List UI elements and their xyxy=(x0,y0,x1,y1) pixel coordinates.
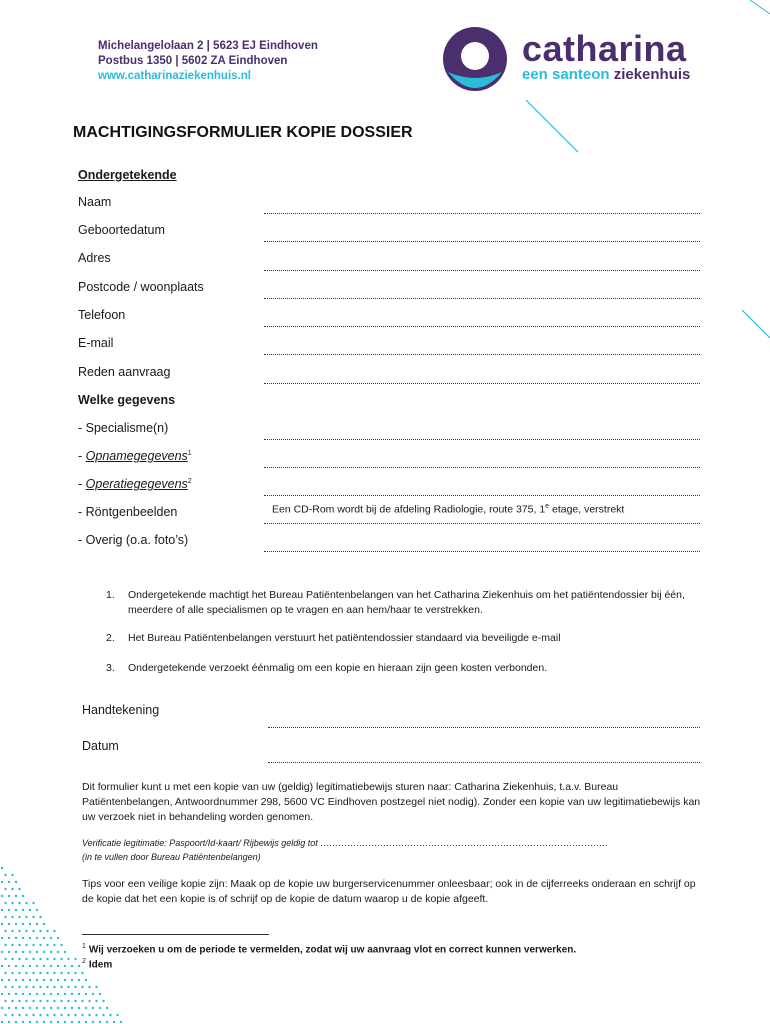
pattern-dot xyxy=(22,1021,24,1023)
pattern-dot xyxy=(46,972,48,974)
pattern-dot xyxy=(8,993,10,995)
pattern-dot xyxy=(102,1014,104,1016)
pattern-dot xyxy=(60,1014,62,1016)
field-input-reden[interactable] xyxy=(264,383,700,384)
pattern-dot xyxy=(11,958,13,960)
pattern-dot xyxy=(8,951,10,953)
pattern-dot xyxy=(32,1014,34,1016)
field-label-rontgenbeelden: - Röntgenbeelden xyxy=(78,505,178,519)
footnote-number: 2 xyxy=(82,958,86,965)
field-label-telefoon: Telefoon xyxy=(78,308,126,322)
pattern-dot xyxy=(29,951,31,953)
pattern-dot xyxy=(78,1021,80,1023)
footnote-ref-1: 1 xyxy=(187,449,192,457)
pattern-dot xyxy=(85,1021,87,1023)
pattern-dot xyxy=(1,951,3,953)
website-link[interactable]: www.catharinaziekenhuis.nl xyxy=(98,70,251,82)
pattern-dot xyxy=(4,1014,6,1016)
pattern-dot xyxy=(43,923,45,925)
pattern-dot xyxy=(18,944,20,946)
field-label-adres: Adres xyxy=(78,251,111,265)
pattern-dot xyxy=(15,979,17,981)
pattern-dot xyxy=(1,1007,3,1009)
statement-number: 3. xyxy=(106,662,115,674)
field-input-telefoon[interactable] xyxy=(264,326,700,327)
pattern-dot xyxy=(18,958,20,960)
pattern-dot xyxy=(46,1000,48,1002)
pattern-dot xyxy=(81,1000,83,1002)
pattern-dot xyxy=(22,979,24,981)
field-label-postcode: Postcode / woonplaats xyxy=(78,280,204,294)
field-label-email: E-mail xyxy=(78,336,114,350)
pattern-dot xyxy=(88,1014,90,1016)
brand-subtitle xyxy=(522,66,690,83)
pattern-dot xyxy=(1,895,3,897)
label-prefix: - xyxy=(78,449,86,463)
pattern-dot xyxy=(8,909,10,911)
pattern-dot xyxy=(4,888,6,890)
pattern-dot xyxy=(78,965,80,967)
pattern-dot xyxy=(60,972,62,974)
pattern-dot xyxy=(74,1000,76,1002)
statement-number: 2. xyxy=(106,632,115,644)
rontgen-note xyxy=(272,503,624,516)
pattern-dot xyxy=(67,1014,69,1016)
statement-number: 1. xyxy=(106,589,115,601)
pattern-dot xyxy=(8,979,10,981)
pattern-dot xyxy=(18,930,20,932)
pattern-dot xyxy=(8,1007,10,1009)
rontgen-note-a: Een CD-Rom wordt bij de afdeling Radiologie, route 375, 1 xyxy=(272,503,546,516)
pattern-dot xyxy=(11,916,13,918)
pattern-dot xyxy=(50,979,52,981)
pattern-dot xyxy=(64,1021,66,1023)
pattern-dot xyxy=(57,937,59,939)
brand-sub-b: ziekenhuis xyxy=(613,66,691,83)
pattern-dot xyxy=(36,1007,38,1009)
pattern-dot xyxy=(60,986,62,988)
field-input-postcode[interactable] xyxy=(264,298,700,299)
pattern-dot xyxy=(53,986,55,988)
tips-paragraph: Tips voor een veilige kopie zijn: Maak op de kopie uw burgerservicenummer onleesbaar; ook in de cijferreeks onderaan en schrijf op de kopie dat het een kopie is of schrijf op de kopie de datum waarop u de kopie afgeeft. xyxy=(82,878,696,905)
pattern-dot xyxy=(64,993,66,995)
pattern-dot xyxy=(32,958,34,960)
pattern-dot xyxy=(18,1014,20,1016)
pattern-dot xyxy=(46,944,48,946)
pattern-dot xyxy=(25,944,27,946)
label-prefix: - xyxy=(78,477,86,491)
pattern-dot xyxy=(81,986,83,988)
pattern-dot xyxy=(67,958,69,960)
pattern-dot xyxy=(36,909,38,911)
label-datum: Datum xyxy=(82,739,119,753)
pattern-dot xyxy=(39,972,41,974)
field-label-operatiegegevens xyxy=(78,477,192,491)
pattern-dot xyxy=(46,986,48,988)
field-input-naam[interactable] xyxy=(264,213,700,214)
pattern-dot xyxy=(4,972,6,974)
pattern-dot xyxy=(88,986,90,988)
pattern-dot xyxy=(4,958,6,960)
footnote-text: Wij verzoeken u om de periode te vermelden, zodat wij uw aanvraag vlot en correct kunnen verwerken. xyxy=(88,944,577,956)
pattern-dot xyxy=(43,965,45,967)
pattern-dot xyxy=(74,972,76,974)
pattern-dot xyxy=(50,951,52,953)
pattern-dot xyxy=(15,965,17,967)
field-input-overig[interactable] xyxy=(264,551,700,552)
footnote-1 xyxy=(82,943,576,955)
statement-text: Het Bureau Patiëntenbelangen verstuurt het patiëntendossier standaard via beveiligde e-mail xyxy=(128,632,561,644)
address-line-2: Postbus 1350 | 5602 ZA Eindhoven xyxy=(98,55,288,67)
pattern-dot xyxy=(32,986,34,988)
page-title: MACHTIGINGSFORMULIER KOPIE DOSSIER xyxy=(73,124,413,141)
pattern-dot xyxy=(1,881,3,883)
pattern-dot xyxy=(39,944,41,946)
pattern-dot xyxy=(43,937,45,939)
pattern-dot xyxy=(57,993,59,995)
pattern-dot xyxy=(22,895,24,897)
pattern-dot xyxy=(95,1014,97,1016)
pattern-dot xyxy=(95,986,97,988)
footnote-divider xyxy=(82,934,269,935)
opnamegegevens-text: Opnamegegevens xyxy=(85,449,188,463)
pattern-dot xyxy=(1,993,3,995)
pattern-dot xyxy=(4,916,6,918)
field-input-operatiegegevens[interactable] xyxy=(264,495,700,496)
pattern-dot xyxy=(99,993,101,995)
pattern-dot xyxy=(39,1000,41,1002)
pattern-dot xyxy=(8,895,10,897)
field-label-opnamegegevens xyxy=(78,449,192,463)
pattern-dot xyxy=(50,965,52,967)
pattern-dot xyxy=(29,979,31,981)
verification-line-2: (in te vullen door Bureau Patiëntenbelangen) xyxy=(82,852,261,862)
field-input-email[interactable] xyxy=(264,354,700,355)
pattern-dot xyxy=(88,1000,90,1002)
pattern-dot xyxy=(22,993,24,995)
pattern-dot xyxy=(29,1007,31,1009)
pattern-dot xyxy=(22,1007,24,1009)
operatiegegevens-text: Operatiegegevens xyxy=(85,477,188,491)
pattern-dot xyxy=(99,1007,101,1009)
pattern-dot xyxy=(32,972,34,974)
pattern-dot xyxy=(109,1014,111,1016)
pattern-dot xyxy=(113,1021,115,1023)
pattern-dot xyxy=(71,979,73,981)
pattern-dot xyxy=(92,993,94,995)
pattern-dot xyxy=(95,1000,97,1002)
pattern-dot xyxy=(25,972,27,974)
pattern-dot xyxy=(22,951,24,953)
pattern-dot xyxy=(53,958,55,960)
pattern-dot xyxy=(78,979,80,981)
pattern-dot xyxy=(4,902,6,904)
field-input-rontgenbeelden[interactable] xyxy=(264,523,700,524)
pattern-dot xyxy=(60,944,62,946)
pattern-dot xyxy=(64,979,66,981)
pattern-dot xyxy=(67,986,69,988)
pattern-dot xyxy=(8,937,10,939)
pattern-dot xyxy=(11,972,13,974)
pattern-dot xyxy=(4,986,6,988)
pattern-dot xyxy=(39,958,41,960)
pattern-dot xyxy=(1,867,3,869)
pattern-dot xyxy=(57,1007,59,1009)
pattern-dot xyxy=(1,923,3,925)
pattern-dot xyxy=(57,965,59,967)
pattern-dot xyxy=(15,1007,17,1009)
pattern-dot xyxy=(4,944,6,946)
pattern-dot xyxy=(50,1007,52,1009)
pattern-dot xyxy=(106,1021,108,1023)
field-input-specialismen[interactable] xyxy=(264,439,700,440)
pattern-dot xyxy=(71,993,73,995)
pattern-dot xyxy=(64,951,66,953)
pattern-dot xyxy=(36,923,38,925)
pattern-dot xyxy=(18,916,20,918)
pattern-dot xyxy=(29,909,31,911)
pattern-dot xyxy=(85,993,87,995)
hospital-address xyxy=(98,39,318,84)
pattern-dot xyxy=(29,923,31,925)
verification-line-1: Verificatie legitimatie: Paspoort/Id-kaart/ Rijbewijs geldig tot …………………………………………………………………………………… xyxy=(82,838,609,848)
pattern-dot xyxy=(8,1021,10,1023)
statement-text: Ondergetekende verzoekt éénmalig om een kopie en hieraan zijn geen kosten verbonden. xyxy=(128,662,548,674)
address-line-1: Michelangelolaan 2 | 5623 EJ Eindhoven xyxy=(98,40,318,52)
pattern-dot xyxy=(64,965,66,967)
pattern-dot xyxy=(11,874,13,876)
pattern-dot xyxy=(29,965,31,967)
pattern-dot xyxy=(22,923,24,925)
pattern-dot xyxy=(15,951,17,953)
pattern-dot xyxy=(11,888,13,890)
pattern-dot xyxy=(32,944,34,946)
pattern-dot xyxy=(71,1007,73,1009)
pattern-dot xyxy=(78,993,80,995)
pattern-dot xyxy=(36,937,38,939)
pattern-dot xyxy=(32,916,34,918)
field-input-opnamegegevens[interactable] xyxy=(264,467,700,468)
pattern-dot xyxy=(8,923,10,925)
pattern-dot xyxy=(74,1014,76,1016)
pattern-dot xyxy=(29,993,31,995)
pattern-dot xyxy=(43,951,45,953)
pattern-dot xyxy=(25,930,27,932)
field-label-reden: Reden aanvraag xyxy=(78,365,171,379)
pattern-dot xyxy=(43,993,45,995)
pattern-dot xyxy=(85,979,87,981)
pattern-dot xyxy=(50,993,52,995)
pattern-dot xyxy=(8,965,10,967)
footnote-2 xyxy=(82,958,112,970)
pattern-dot xyxy=(57,1021,59,1023)
pattern-dot xyxy=(71,1021,73,1023)
pattern-dot xyxy=(81,1014,83,1016)
pattern-dot xyxy=(53,944,55,946)
field-label-overig: - Overig (o.a. foto’s) xyxy=(78,533,189,547)
pattern-dot xyxy=(39,986,41,988)
pattern-dot xyxy=(11,1000,13,1002)
field-input-geboortedatum[interactable] xyxy=(264,241,700,242)
pattern-dot xyxy=(11,986,13,988)
field-label-specialismen: - Specialisme(n) xyxy=(78,421,169,435)
pattern-dot xyxy=(25,1014,27,1016)
pattern-dot xyxy=(102,1000,104,1002)
pattern-dot xyxy=(1,909,3,911)
pattern-dot xyxy=(15,923,17,925)
pattern-dot xyxy=(15,895,17,897)
pattern-dot xyxy=(74,986,76,988)
pattern-dot xyxy=(36,965,38,967)
pattern-dot xyxy=(1,937,3,939)
footnote-ref-2: 2 xyxy=(187,477,192,485)
pattern-dot xyxy=(39,930,41,932)
pattern-dot xyxy=(99,1021,101,1023)
pattern-dot xyxy=(106,1007,108,1009)
pattern-dot xyxy=(64,1007,66,1009)
field-label-geboortedatum: Geboortedatum xyxy=(78,223,165,237)
pattern-dot xyxy=(18,972,20,974)
pattern-dot xyxy=(25,902,27,904)
pattern-dot xyxy=(57,979,59,981)
pattern-dot xyxy=(25,1000,27,1002)
section-welke-gegevens: Welke gegevens xyxy=(78,393,176,407)
pattern-dot xyxy=(25,916,27,918)
section-ondergetekende: Ondergetekende xyxy=(78,168,177,182)
pattern-dot xyxy=(22,937,24,939)
pattern-dot xyxy=(53,1000,55,1002)
pattern-dot xyxy=(32,930,34,932)
footnote-text: Idem xyxy=(88,959,113,971)
pattern-dot xyxy=(4,1000,6,1002)
pattern-dot xyxy=(71,965,73,967)
pattern-dot xyxy=(39,916,41,918)
accent-line xyxy=(526,100,578,152)
pattern-dot xyxy=(60,1000,62,1002)
pattern-dot xyxy=(43,979,45,981)
pattern-dot xyxy=(120,1021,122,1023)
pattern-dot xyxy=(78,1007,80,1009)
pattern-dot xyxy=(46,930,48,932)
pattern-dot xyxy=(85,1007,87,1009)
pattern-dot xyxy=(32,902,34,904)
pattern-dot xyxy=(36,951,38,953)
pattern-dot xyxy=(22,965,24,967)
accent-line xyxy=(750,0,770,14)
pattern-dot xyxy=(36,1021,38,1023)
pattern-dot xyxy=(67,1000,69,1002)
statement-text: Ondergetekende machtigt het Bureau Patiëntenbelangen van het Catharina Ziekenhuis om het patiëntendossier bij één, meerdere of alle specialismen op te vragen en aan hem/haar te verstrekken. xyxy=(128,589,685,616)
pattern-dot xyxy=(29,937,31,939)
input-handtekening[interactable] xyxy=(268,727,700,728)
pattern-dot xyxy=(15,1021,17,1023)
pattern-dot xyxy=(92,1007,94,1009)
field-label-naam: Naam xyxy=(78,195,112,209)
pattern-dot xyxy=(60,958,62,960)
rontgen-note-sup: e xyxy=(545,503,550,510)
pattern-dot xyxy=(43,1021,45,1023)
pattern-dot xyxy=(4,930,6,932)
pattern-dot xyxy=(67,972,69,974)
pattern-dot xyxy=(18,986,20,988)
pattern-dot xyxy=(36,979,38,981)
pattern-dot xyxy=(4,874,6,876)
pattern-dot xyxy=(29,1021,31,1023)
catharina-logo-icon xyxy=(440,24,510,94)
pattern-dot xyxy=(92,1021,94,1023)
pattern-dot xyxy=(57,951,59,953)
pattern-dot xyxy=(15,937,17,939)
pattern-dot xyxy=(15,909,17,911)
pattern-dot xyxy=(116,1014,118,1016)
brand-name: catharina xyxy=(522,28,687,69)
pattern-dot xyxy=(22,909,24,911)
pattern-dot xyxy=(74,958,76,960)
pattern-dot xyxy=(50,1021,52,1023)
field-input-adres[interactable] xyxy=(264,270,700,271)
label-handtekening: Handtekening xyxy=(82,703,160,717)
pattern-dot xyxy=(18,888,20,890)
pattern-dot xyxy=(25,958,27,960)
pattern-dot xyxy=(18,902,20,904)
pattern-dot xyxy=(43,1007,45,1009)
pattern-dot xyxy=(81,972,83,974)
input-datum[interactable] xyxy=(268,762,700,763)
pattern-dot xyxy=(15,881,17,883)
pattern-dot xyxy=(11,902,13,904)
pattern-dot xyxy=(32,1000,34,1002)
instructions-paragraph: Dit formulier kunt u met een kopie van uw (geldig) legitimatiebewijs sturen naar: Catharina Ziekenhuis, t.a.v. Bureau Patiëntenbelangen, Antwoordnummer 298, 5600 VC Eindhoven postzegel niet nodig). Zonder een kopie van uw legitimatiebewijs kan uw verzoek niet in behandeling worden genomen. xyxy=(82,781,701,823)
pattern-dot xyxy=(46,1014,48,1016)
rontgen-note-b: etage, verstrekt xyxy=(549,503,625,516)
pattern-dot xyxy=(53,972,55,974)
pattern-dot xyxy=(53,1014,55,1016)
pattern-dot xyxy=(11,944,13,946)
pattern-dot xyxy=(53,930,55,932)
pattern-dot xyxy=(11,1014,13,1016)
pattern-dot xyxy=(39,1014,41,1016)
accent-line xyxy=(742,310,770,338)
pattern-dot xyxy=(1,979,3,981)
pattern-dot xyxy=(50,937,52,939)
pattern-dot xyxy=(18,1000,20,1002)
pattern-dot xyxy=(11,930,13,932)
pattern-dot xyxy=(1,965,3,967)
brand-sub-a: een santeon xyxy=(522,66,614,83)
pattern-dot xyxy=(8,881,10,883)
pattern-dot xyxy=(46,958,48,960)
footnote-number: 1 xyxy=(82,943,86,950)
pattern-dot xyxy=(15,993,17,995)
pattern-dot xyxy=(36,993,38,995)
pattern-dot xyxy=(25,986,27,988)
pattern-dot xyxy=(1,1021,3,1023)
